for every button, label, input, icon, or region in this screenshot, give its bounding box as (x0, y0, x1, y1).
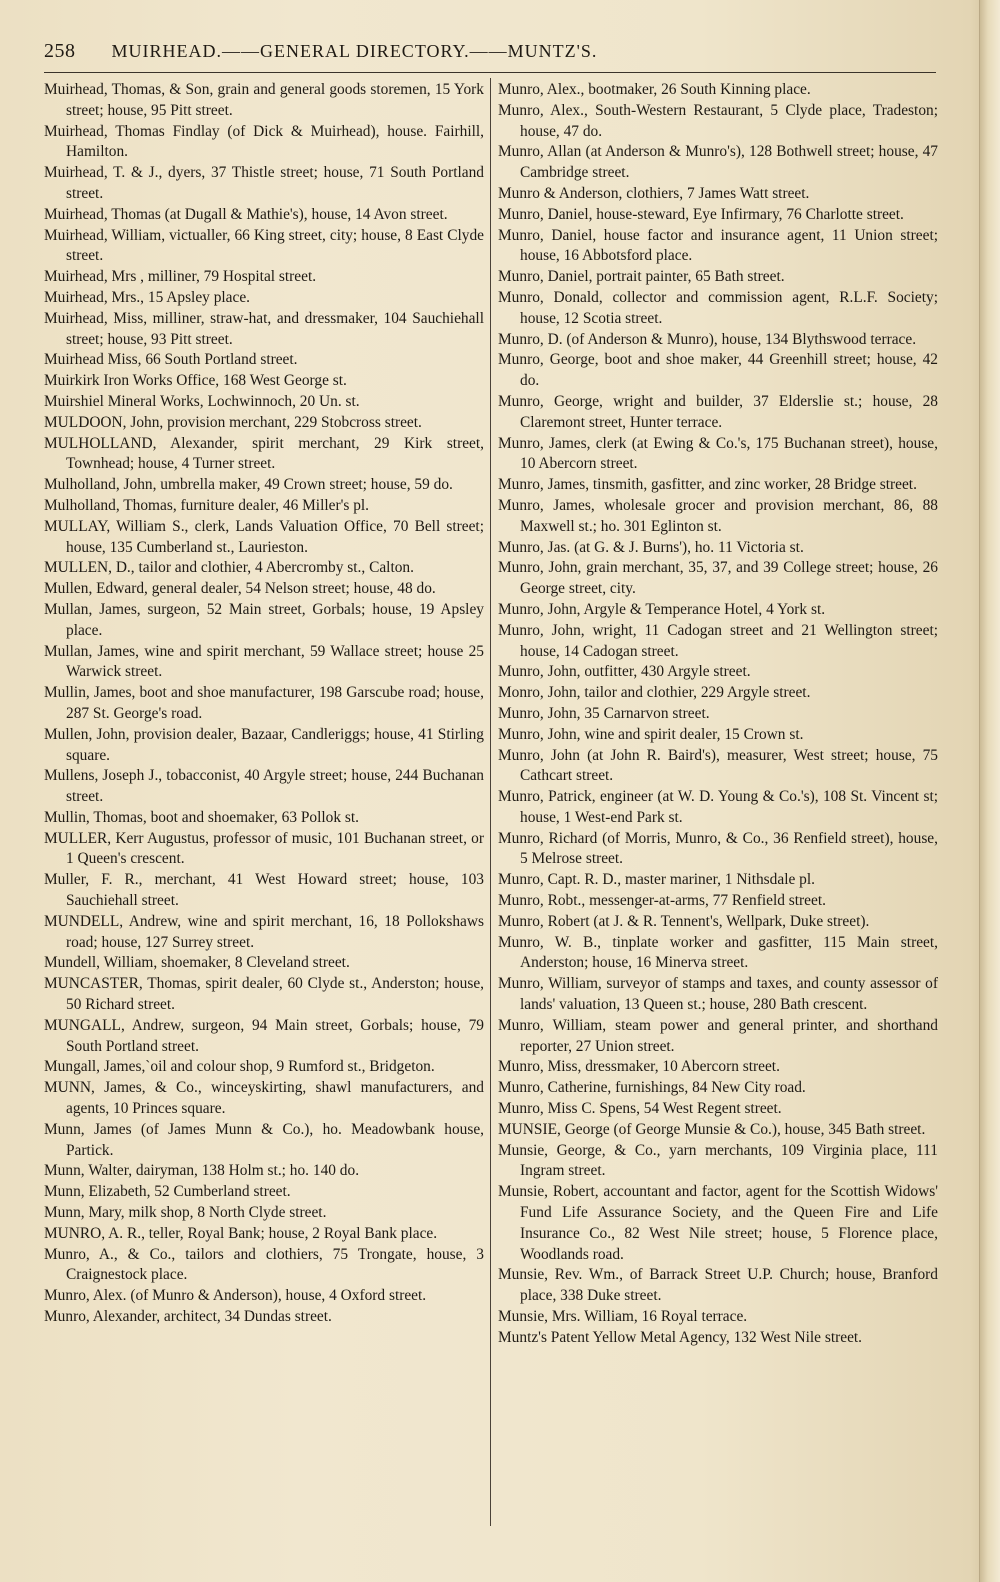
directory-entry: Muirkirk Iron Works Office, 168 West George st. (44, 372, 347, 390)
directory-entry: MULLAY, William S., clerk, Lands Valuation Office, 70 Bell street; house, 135 Cumberland st., Laurieston. (44, 517, 484, 556)
directory-entry: Mullan, James, wine and spirit merchant, 59 Wallace street; house 25 Warwick street. (44, 642, 484, 681)
directory-entry: MULHOLLAND, Alexander, spirit merchant, 29 Kirk street, Townhead; house, 4 Turner street. (44, 434, 484, 473)
directory-entry: Muirhead, Thomas, & Son, grain and general goods storemen, 15 York street; house, 95 Pitt street. (44, 81, 484, 119)
directory-entry: Muirhead, Thomas (at Dugall & Mathie's), house, 14 Avon street. (44, 205, 448, 223)
directory-entry: Munro, Capt. R. D., master mariner, 1 Nithsdale pl. (498, 871, 815, 889)
directory-entry: Mullens, Joseph J., tobacconist, 40 Argyle street; house, 244 Buchanan street. (44, 767, 484, 806)
directory-entry: Muirshiel Mineral Works, Lochwinnoch, 20 Un. st. (44, 392, 360, 410)
directory-entry: MUNRO, A. R., teller, Royal Bank; house, 2 Royal Bank place. (44, 1224, 438, 1242)
header-rule (44, 72, 936, 73)
directory-entry: Muirhead Miss, 66 South Portland street. (44, 351, 298, 369)
running-header (44, 40, 944, 68)
directory-entry: Munro, John, wright, 11 Cadogan street and 21 Wellington street; house, 14 Cadogan street. (498, 621, 938, 660)
directory-entry: Muirhead, William, victualler, 66 King street, city; house, 8 East Clyde street. (44, 226, 484, 265)
directory-entry: Munn, Mary, milk shop, 8 North Clyde street. (44, 1204, 327, 1222)
directory-entry: Munsie, Rev. Wm., of Barrack Street U.P. Church; house, Branford place, 338 Duke street. (498, 1266, 938, 1305)
page-number: 258 (44, 40, 76, 62)
directory-entry: Munn, James (of James Munn & Co.), ho. Meadowbank house, Partick. (44, 1120, 484, 1159)
directory-entry: Munro, Miss, dressmaker, 10 Abercorn street. (498, 1058, 780, 1076)
directory-entry: Mullan, James, surgeon, 52 Main street, Gorbals; house, 19 Apsley place. (44, 600, 484, 639)
directory-entry: Muntz's Patent Yellow Metal Agency, 132 West Nile street. (498, 1328, 863, 1346)
directory-entry: Munro, James, tinsmith, gasfitter, and zinc worker, 28 Bridge street. (498, 476, 917, 494)
directory-entry: Mullen, John, provision dealer, Bazaar, Candleriggs; house, 41 Stirling square. (44, 725, 484, 764)
directory-entry: Munro, Richard (of Morris, Munro, & Co., 36 Renfield street), house, 5 Melrose street. (498, 829, 938, 868)
directory-entry: Munro, John, Argyle & Temperance Hotel, 4 York st. (498, 600, 826, 618)
directory-entry: MULLER, Kerr Augustus, professor of music, 101 Buchanan street, or 1 Queen's crescent. (44, 829, 484, 868)
directory-entry: Munro, John, grain merchant, 35, 37, and 39 College street; house, 26 George street, city. (498, 559, 938, 598)
directory-entry: Munsie, Mrs. William, 16 Royal terrace. (498, 1308, 748, 1326)
directory-entry: Munn, Walter, dairyman, 138 Holm st.; ho. 140 do. (44, 1162, 360, 1180)
page-edge (979, 0, 1000, 1582)
directory-entry: MUNDELL, Andrew, wine and spirit merchant, 16, 18 Pollokshaws road; house, 127 Surrey street. (44, 912, 484, 951)
directory-entry: Mulholland, John, umbrella maker, 49 Crown street; house, 59 do. (44, 476, 453, 494)
directory-entry: Munro & Anderson, clothiers, 7 James Watt street. (498, 184, 810, 202)
directory-entry: Munro, John, outfitter, 430 Argyle street. (498, 663, 751, 681)
directory-entry: Munro, James, wholesale grocer and provision merchant, 86, 88 Maxwell st.; ho. 301 Eglinton st. (498, 496, 938, 535)
directory-entry: Munro, Robt., messenger-at-arms, 77 Renfield street. (498, 892, 826, 910)
directory-entry: Muirhead, T. & J., dyers, 37 Thistle street; house, 71 South Portland street. (44, 164, 484, 202)
running-title: MUIRHEAD.——GENERAL DIRECTORY.——MUNTZ'S. (111, 41, 598, 61)
directory-entry: Munn, Elizabeth, 52 Cumberland street. (44, 1183, 291, 1201)
directory-entry: Munro, Daniel, house-steward, Eye Infirmary, 76 Charlotte street. (498, 205, 904, 223)
directory-entry: Muirhead, Miss, milliner, straw-hat, and dressmaker, 104 Sauchiehall street; house, 93 Pitt street. (44, 309, 484, 348)
directory-entry: Munro, James, clerk (at Ewing & Co.'s, 175 Buchanan street), house, 10 Abercorn street. (498, 434, 938, 473)
directory-entry: Munro, Miss C. Spens, 54 West Regent street. (498, 1100, 782, 1118)
directory-entry: Munro, William, surveyor of stamps and taxes, and county assessor of lands' valuation, 13 Queen st.; house, 280 Bath crescent. (498, 975, 938, 1014)
directory-entry: Mulholland, Thomas, furniture dealer, 46 Miller's pl. (44, 496, 370, 514)
directory-entry: Munro, Daniel, house factor and insurance agent, 11 Union street; house, 16 Abbotsford place. (498, 226, 938, 265)
directory-entry: Muirhead, Mrs., 15 Apsley place. (44, 288, 251, 306)
directory-entry: Muller, F. R., merchant, 41 West Howard street; house, 103 Sauchiehall street. (44, 871, 484, 910)
directory-entry: Munro, D. (of Anderson & Munro), house, 134 Blythswood terrace. (498, 330, 917, 348)
directory-entry: Monro, John, tailor and clothier, 229 Argyle street. (498, 684, 811, 702)
directory-entry: Munro, John (at John R. Baird's), measurer, West street; house, 75 Cathcart street. (498, 746, 938, 785)
directory-entry: Munro, William, steam power and general printer, and shorthand reporter, 27 Union street. (498, 1016, 938, 1055)
directory-entry: Munro, W. B., tinplate worker and gasfitter, 115 Main street, Anderston; house, 16 Minerva street. (498, 933, 938, 972)
directory-entry: Munro, Allan (at Anderson & Munro's), 128 Bothwell street; house, 47 Cambridge street. (498, 143, 938, 182)
directory-entry: Munro, Daniel, portrait painter, 65 Bath street. (498, 268, 785, 286)
column-divider (490, 78, 491, 1526)
directory-entry: Munro, Robert (at J. & R. Tennent's, Wellpark, Duke street). (498, 912, 870, 930)
directory-entry: Mullin, James, boot and shoe manufacturer, 198 Garscube road; house, 287 St. George's road. (44, 684, 484, 722)
directory-entry: Mullin, Thomas, boot and shoemaker, 63 Pollok st. (44, 808, 360, 826)
directory-entry: Munro, Donald, collector and commission agent, R.L.F. Society; house, 12 Scotia street. (498, 288, 938, 327)
directory-entry: MUNCASTER, Thomas, spirit dealer, 60 Clyde st., Anderston; house, 50 Richard street. (44, 975, 484, 1014)
directory-entry: Munsie, George, & Co., yarn merchants, 109 Virginia place, 111 Ingram street. (498, 1141, 938, 1180)
directory-entry: Munro, A., & Co., tailors and clothiers, 75 Trongate, house, 3 Craignestock place. (44, 1245, 484, 1284)
directory-entry: Munro, Alexander, architect, 34 Dundas street. (44, 1308, 332, 1326)
directory-entry: MUNSIE, George (of George Munsie & Co.), house, 345 Bath street. (498, 1120, 926, 1138)
directory-entry: Munro, John, 35 Carnarvon street. (498, 704, 710, 722)
directory-entry: Mullen, Edward, general dealer, 54 Nelson street; house, 48 do. (44, 580, 436, 598)
directory-entry: Munro, George, wright and builder, 37 Elderslie st.; house, 28 Claremont street, Hunter terrace. (498, 392, 938, 431)
directory-entry: MULLEN, D., tailor and clothier, 4 Abercromby st., Calton. (44, 559, 414, 577)
directory-entry: Munro, Catherine, furnishings, 84 New City road. (498, 1079, 806, 1097)
directory-entry: Munro, Alex., South-Western Restaurant, 5 Clyde place, Tradeston; house, 47 do. (498, 101, 938, 140)
directory-entry: MUNN, James, & Co., winceyskirting, shawl manufacturers, and agents, 10 Princes square. (44, 1079, 484, 1118)
directory-entry: Munro, Patrick, engineer (at W. D. Young & Co.'s), 108 St. Vincent st; house, 1 West-end Park st. (498, 788, 938, 826)
directory-entry: Mundell, William, shoemaker, 8 Cleveland street. (44, 954, 350, 972)
directory-entry: Muirhead, Mrs , milliner, 79 Hospital street. (44, 268, 317, 286)
directory-entry: MULDOON, John, provision merchant, 229 Stobcross street. (44, 413, 422, 431)
directory-entry: MUNGALL, Andrew, surgeon, 94 Main street, Gorbals; house, 79 South Portland street. (44, 1016, 484, 1055)
directory-entry: Munro, John, wine and spirit dealer, 15 Crown st. (498, 725, 804, 743)
right-column (498, 80, 938, 1349)
directory-entry: Munro, Alex., bootmaker, 26 South Kinning place. (498, 81, 811, 98)
directory-entry: Munsie, Robert, accountant and factor, agent for the Scottish Widows' Fund Life Assurance Society, and the Queen Fire and Life Insurance Co., 82 West Nile street; house, 5 Florence place, Woodlands road. (498, 1183, 938, 1263)
directory-entry: Mungall, James,`oil and colour shop, 9 Rumford st., Bridgeton. (44, 1058, 435, 1076)
directory-entry: Munro, Alex. (of Munro & Anderson), house, 4 Oxford street. (44, 1287, 427, 1305)
directory-entry: Munro, George, boot and shoe maker, 44 Greenhill street; house, 42 do. (498, 351, 938, 390)
left-column (44, 80, 484, 1328)
directory-entry: Munro, Jas. (at G. & J. Burns'), ho. 11 Victoria st. (498, 538, 804, 556)
directory-entry: Muirhead, Thomas Findlay (of Dick & Muirhead), house. Fairhill, Hamilton. (44, 122, 484, 161)
